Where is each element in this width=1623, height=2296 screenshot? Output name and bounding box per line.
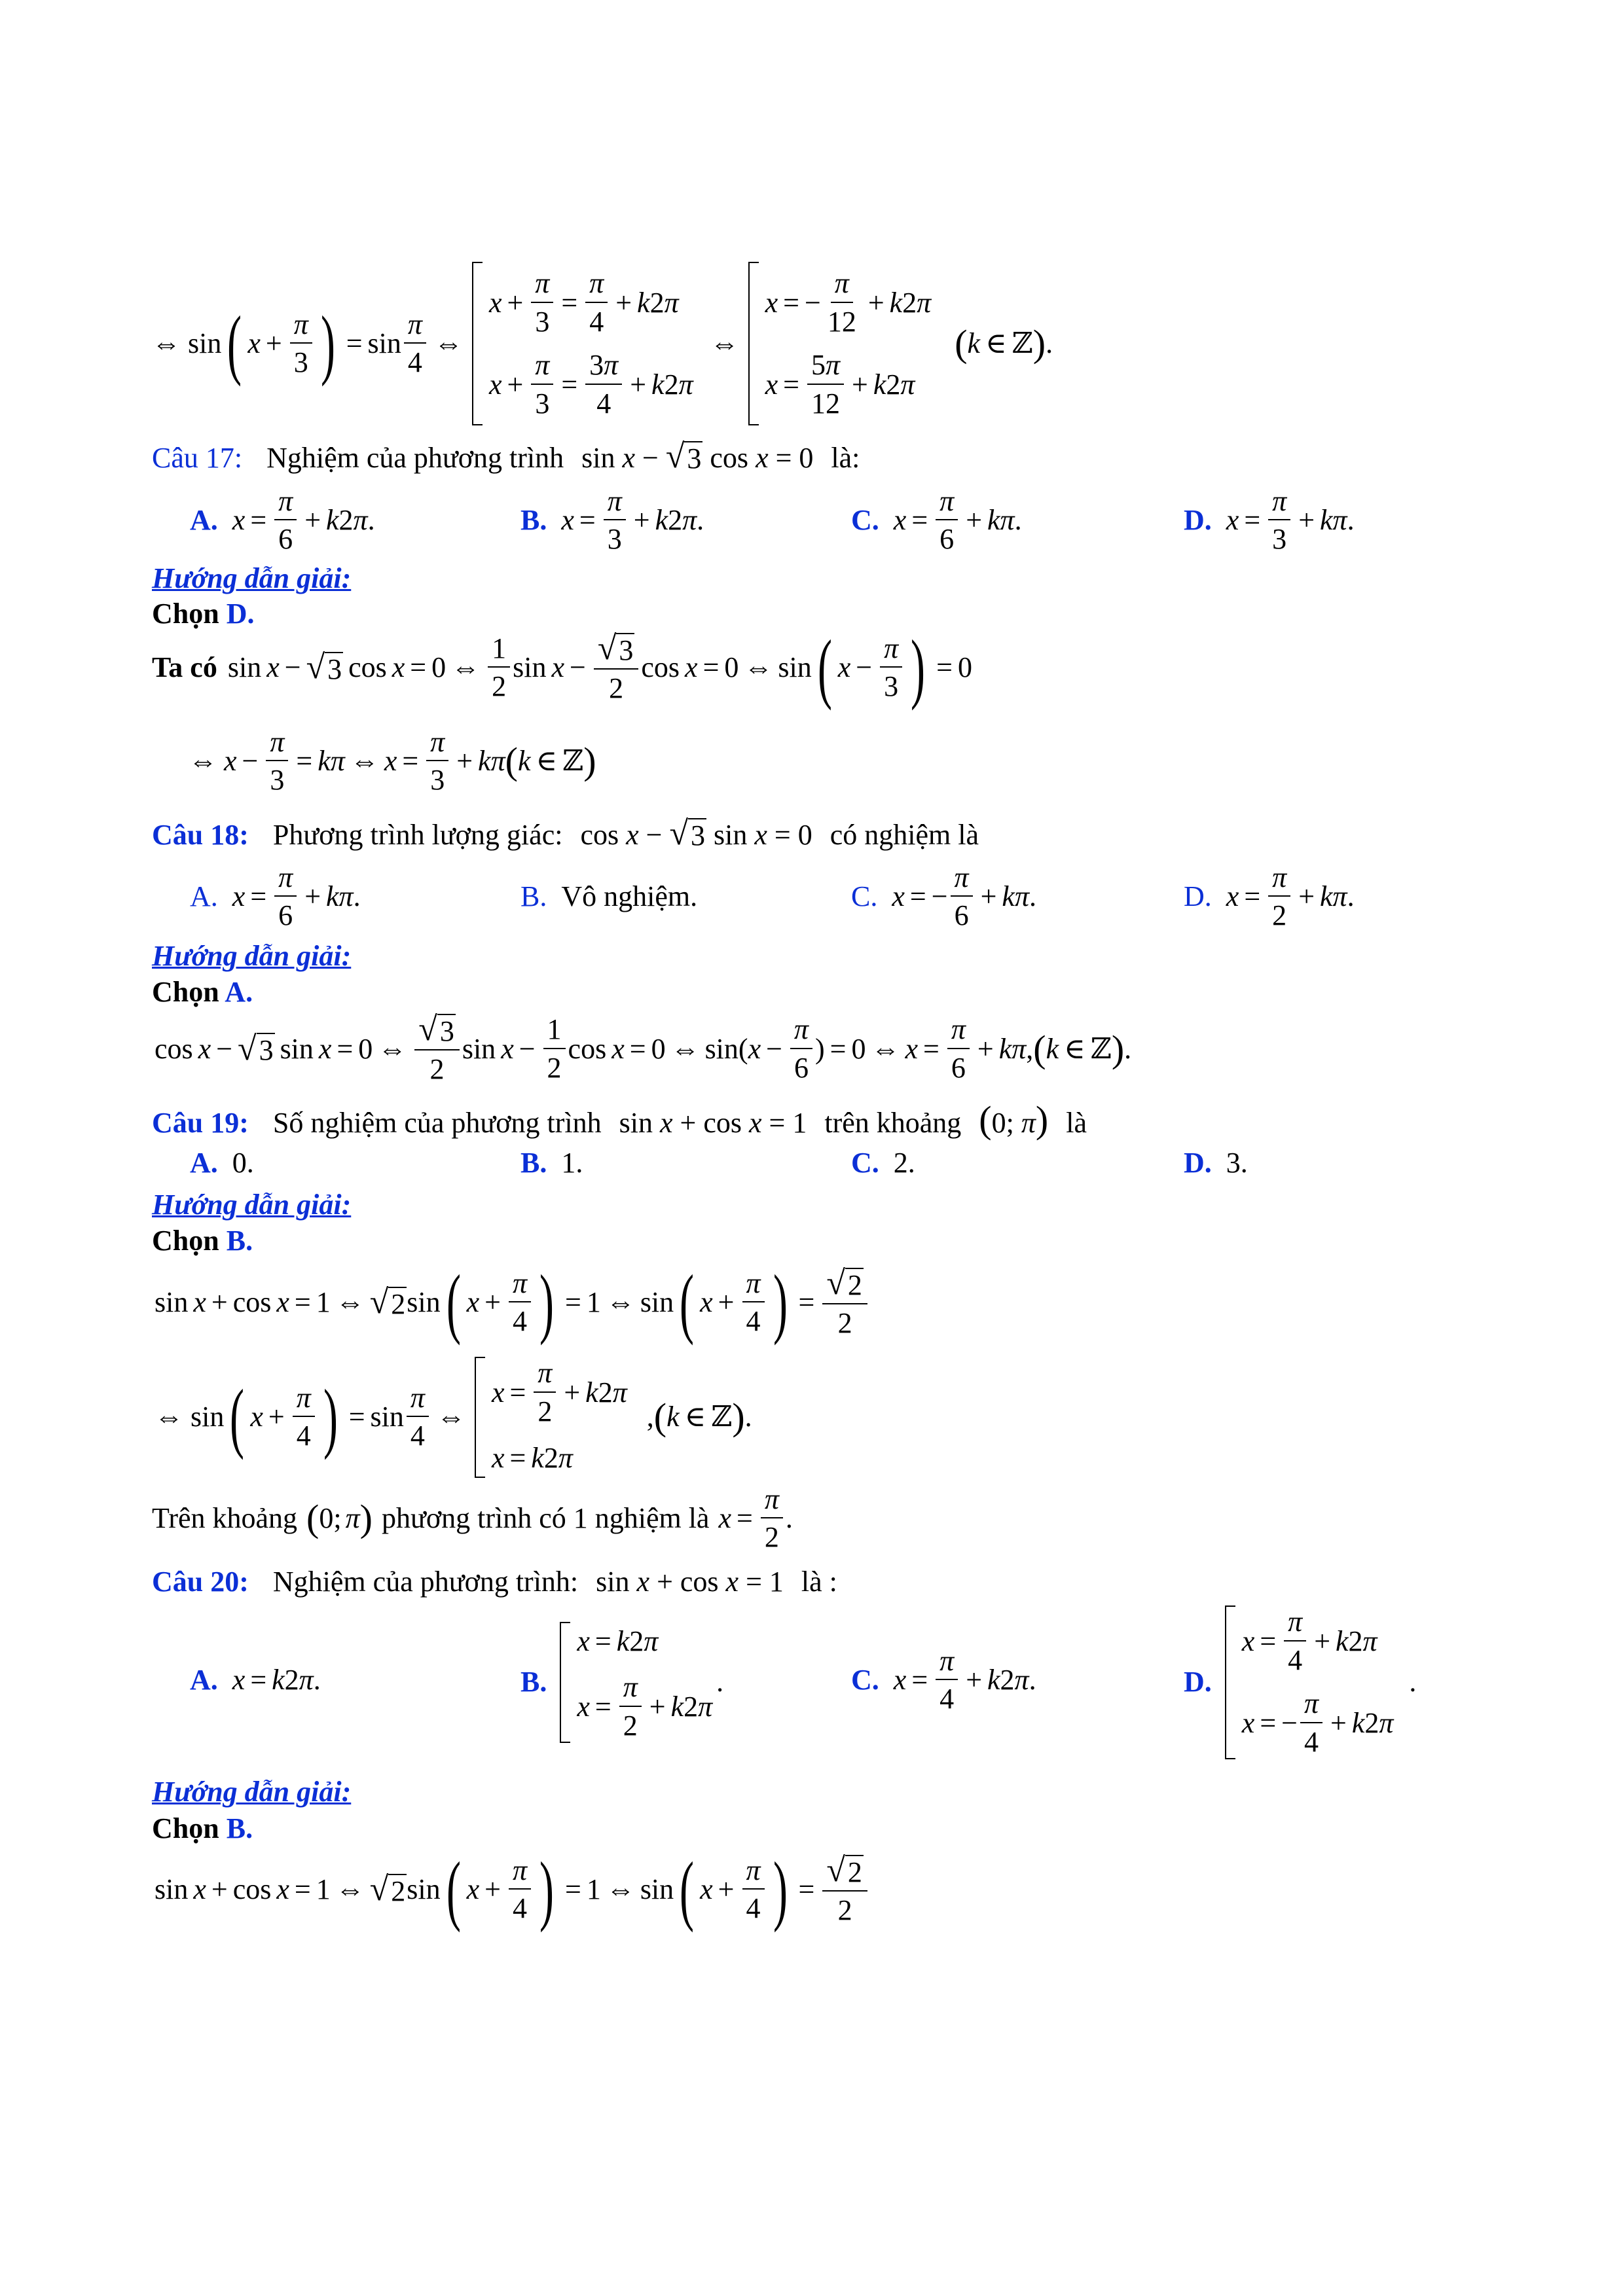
option-label: A. — [190, 1664, 218, 1696]
q20-option-d: D. x = $\frac{\pi}{4}$ + k 2 π x = − $\frac{\pi}{4}$ + k 2 π . — [1184, 1605, 1417, 1758]
choice-label: Chọn — [152, 1225, 219, 1257]
ta-co-label: Ta có — [152, 651, 217, 683]
option-value: 1 — [561, 1147, 576, 1179]
question-text: Nghiệm của phương trình — [266, 442, 564, 474]
question-mid: trên khoảng — [824, 1107, 962, 1139]
choice-value: B. — [226, 1812, 253, 1844]
option-label: C. — [851, 1664, 879, 1696]
option-text: Vô nghiệm. — [561, 880, 698, 912]
option-value: 2 — [893, 1147, 908, 1179]
q18-option-d: D. x = $\frac{\pi}{2}$ + kπ . — [1184, 861, 1355, 931]
conclusion-text: Trên khoảng — [152, 1502, 298, 1534]
guide-heading: Hướng dẫn giải: — [152, 1189, 352, 1221]
option-label: D. — [1184, 504, 1212, 536]
option-label: B. — [520, 1666, 547, 1698]
option-label: A. — [190, 504, 218, 536]
option-value: 3 — [1226, 1147, 1241, 1179]
question-number: Câu 17: — [152, 442, 243, 474]
choice-label: Chọn — [152, 598, 219, 630]
answer-choice — [152, 975, 253, 1009]
q18-solution-line: cos x − √ 3 sin x = 0 ⇔ √ 3 2 sin x − $\frac{1}{2}$ cos x = 0 ⇔ sin( x − $\frac{\pi}{6}$ ) = 0 ⇔ x = $\frac{\pi}{6}$ + kπ , ( k ∈ ℤ ) . — [155, 1011, 1132, 1086]
q19-option-a: A. 0. — [190, 1147, 254, 1179]
q17-solution-line-1: Ta có sin x − √ 3 cos x = 0 ⇔ $\frac{1}{2}$ sin x − √ 3 2 cos x = 0 ⇔ sin ( x − $\frac{\pi}{3}$ ) = 0 — [152, 624, 972, 711]
q17-option-d: D. x = $\frac{\pi}{3}$ + kπ . — [1184, 484, 1355, 555]
choice-value: A. — [225, 976, 253, 1008]
option-label: D. — [1184, 880, 1212, 912]
q18-option-b — [520, 882, 697, 911]
q20-option-b: B. x = k 2 π x = $\frac{\pi}{2}$ + k 2 π . — [520, 1620, 723, 1744]
q17-option-a: A. x = $\frac{\pi}{6}$ + k 2 π . — [190, 484, 375, 555]
q17-solution-line-2: ⇔ x − $\frac{\pi}{3}$ = kπ ⇔ x = $\frac{\pi}{3}$ + kπ ( k ∈ ℤ ) — [189, 725, 596, 796]
q19-option-b: B. 1. — [520, 1147, 583, 1179]
q19-option-c: C. 2. — [851, 1147, 915, 1179]
guide-heading: Hướng dẫn giải: — [152, 940, 352, 972]
q19-conclusion: Trên khoảng ( 0; π ) phương trình có 1 nghiệm là x = $\frac{\pi}{2}$ . — [152, 1482, 793, 1553]
question-number: Câu 18: — [152, 819, 249, 851]
guide-heading: Hướng dẫn giải: — [152, 1776, 352, 1808]
option-label: B. — [520, 1147, 547, 1179]
top-equation: ⇔ sin ( x + $\frac{\pi}{3}$ ) = sin $\frac{\pi}{4}$ ⇔ x + $\frac{\pi}{3}$ = $\frac{\pi}{4}$ + k 2 π x + $\frac{\pi}{3}$ = $\frac{3\pi}{4}$ + k 2 π ⇔ x = − $\frac{\pi}{12}$ + k 2 π x = $\frac{5\pi}{12}$ + k 2 π ( k ∈ ℤ ) . — [152, 259, 1053, 429]
q18-option-c: C. x = − $\frac{\pi}{6}$ + kπ . — [851, 861, 1036, 931]
choice-value: D. — [226, 598, 255, 630]
choice-label: Chọn — [152, 1812, 219, 1844]
question-number: Câu 20: — [152, 1566, 249, 1598]
question-number: Câu 19: — [152, 1107, 249, 1139]
q20-solution-line: sin x + cos x = 1 ⇔ √ 2 sin ( x + $\frac{\pi}{4}$ ) = 1 ⇔ sin ( x + $\frac{\pi}{4}$ ) = √ 2 2 — [155, 1847, 870, 1932]
question-20: Câu 20: Nghiệm của phương trình: sin x + cos x = 1 là : — [152, 1566, 837, 1598]
question-19: Câu 19: Số nghiệm của phương trình sin x + cos x = 1 trên khoảng (0; π) là — [152, 1098, 1087, 1141]
option-label: D. — [1184, 1666, 1212, 1698]
option-label: A. — [190, 1147, 218, 1179]
question-text: Số nghiệm của phương trình — [272, 1107, 602, 1139]
question-tail: là — [1066, 1107, 1087, 1139]
option-value: 0 — [232, 1147, 247, 1179]
answer-choice — [152, 1812, 253, 1845]
option-label: C. — [851, 880, 878, 912]
question-17: Câu 17: Nghiệm của phương trình sin x − √ 3 cos x = 0 là: — [152, 438, 860, 475]
conclusion-text: phương trình có 1 nghiệm là — [381, 1502, 710, 1534]
guide-heading: Hướng dẫn giải: — [152, 562, 352, 594]
q18-option-a: A. x = $\frac{\pi}{6}$ + kπ . — [190, 861, 361, 931]
q17-option-c: C. x = $\frac{\pi}{6}$ + kπ . — [851, 484, 1022, 555]
question-tail: là: — [831, 442, 860, 474]
option-label: C. — [851, 504, 879, 536]
question-tail: là : — [801, 1566, 837, 1598]
q17-option-b: B. x = $\frac{\pi}{3}$ + k 2 π . — [520, 484, 704, 555]
choice-label: Chọn — [152, 976, 219, 1008]
question-text: Phương trình lượng giác: — [272, 819, 563, 851]
question-18: Câu 18: Phương trình lượng giác: cos x − √ 3 sin x = 0 có nghiệm là — [152, 815, 979, 852]
q19-solution-line-1: sin x + cos x = 1 ⇔ √ 2 sin ( x + $\frac{\pi}{4}$ ) = 1 ⇔ sin ( x + $\frac{\pi}{4}$ ) = √ 2 2 — [155, 1260, 870, 1345]
option-label: D. — [1184, 1147, 1212, 1179]
option-label: C. — [851, 1147, 879, 1179]
q20-option-c: C. x = $\frac{\pi}{4}$ + k 2 π . — [851, 1644, 1036, 1715]
option-label: B. — [520, 504, 547, 536]
option-label: A. — [190, 880, 218, 912]
q19-solution-line-2: ⇔ sin ( x + $\frac{\pi}{4}$ ) = sin $\frac{\pi}{4}$ ⇔ x = $\frac{\pi}{2}$ + k 2 π x = k 2 π , ( k ∈ ℤ ) . — [155, 1352, 752, 1482]
q19-option-d: D. 3. — [1184, 1147, 1248, 1179]
choice-value: B. — [226, 1225, 253, 1257]
option-label: B. — [520, 880, 547, 912]
question-text: Nghiệm của phương trình: — [272, 1566, 579, 1598]
question-tail: có nghiệm là — [830, 819, 979, 851]
answer-choice — [152, 1224, 253, 1257]
q20-option-a: A. x = k 2 π . — [190, 1664, 321, 1696]
